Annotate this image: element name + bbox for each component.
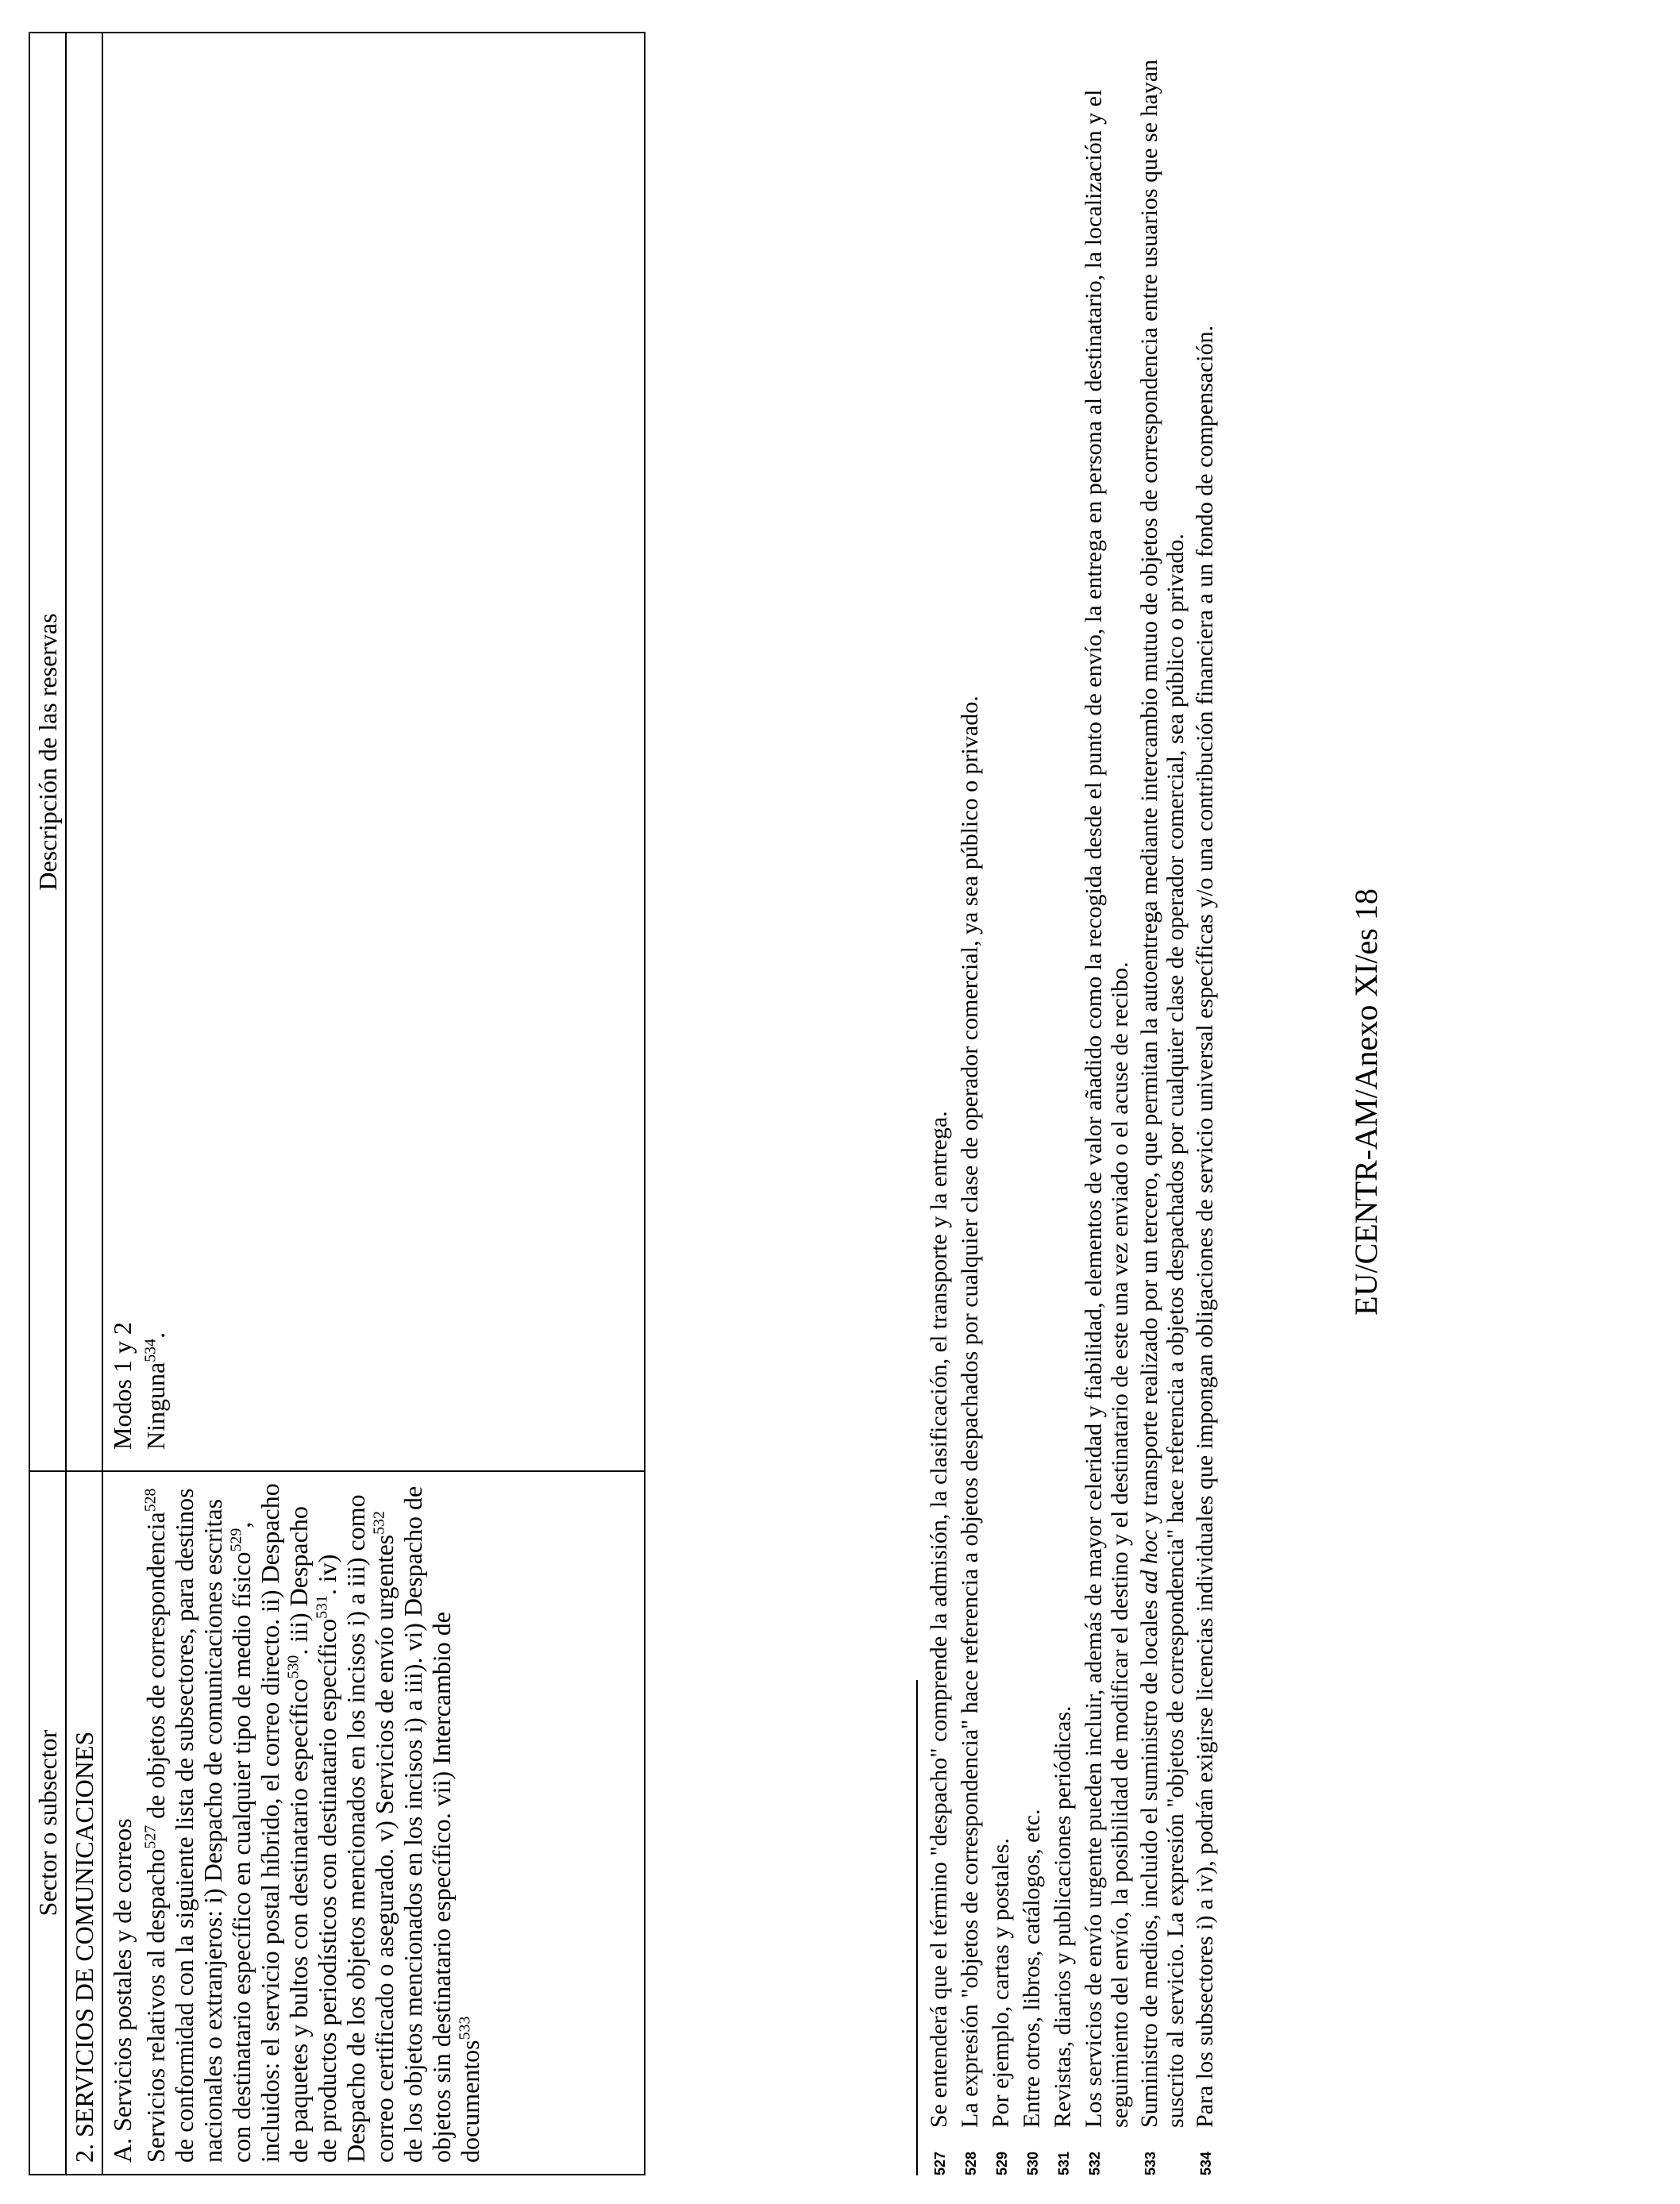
footnote-533: [1136, 48, 1189, 2175]
section-title-cell: [66, 1471, 102, 2175]
section-row: [66, 33, 102, 2175]
table-row: [102, 33, 645, 2175]
footnote-ref[interactable]: 533: [456, 2016, 474, 2040]
footnote-527: [926, 48, 954, 2175]
footnote-ref[interactable]: 531: [313, 1595, 331, 1619]
footnote-ref[interactable]: 528: [141, 1488, 160, 1512]
subsector-title: A. Servicios postales y de correos: [108, 1818, 137, 2163]
footnote-number: 533: [1142, 2151, 1158, 2175]
footnote-number: 532: [1087, 2151, 1103, 2175]
footnote-number: 531: [1056, 2151, 1072, 2175]
footnote-529: [988, 48, 1015, 2175]
footnote-number: 530: [1025, 2151, 1041, 2175]
footnotes: [926, 48, 1223, 2175]
footnote-530: [1019, 48, 1046, 2175]
footnote-text: Entre otros, libros, catálogos, etc.: [1019, 1809, 1045, 2128]
footnote-ref[interactable]: 534: [141, 1339, 160, 1362]
footnote-text: Para los subsectores i) a iv), podrán exigirse licencias individuales que impongan obligaciones de servicio universal específicas y/o una contribución financiera a un fondo de compensación.: [1192, 325, 1218, 2128]
subsector-description: Servicios relativos al despacho$^{527}$ de objetos de correspondencia$^{528}$ de conformidad con la siguiente lista de subsectores, para destinos nacionales o extranjeros: i) Despacho de comunicaciones escritas con destinatario específico en cualquier tipo de medio físico$^{529}$, incluidos: el servicio postal híbrido, el correo directo. ii) Despacho de paquetes y bultos con destinatario específico$^{530}$. iii) Despacho de productos periodísticos con destinatario específico$^{531}$. iv) Despacho de los objetos mencionados en los incisos i) a iii) como correo certificado o asegurado. v) Servicios de envío urgentes$^{532}$ de los objetos mencionados en los incisos i) a iii). vi) Despacho de objetos sin destinatario específico. vii) Intercambio de documentos$^{533}$: [141, 1483, 484, 2163]
column-header-sector: Sector o subsector: [29, 1471, 66, 2175]
subsector-cell: [102, 1471, 645, 2175]
footnote-text: La expresión "objetos de correspondencia" hace referencia a objetos despachados por cualquier clase de operador comercial, ya sea público o privado.: [957, 695, 983, 2128]
footnote-ref[interactable]: 527: [141, 1824, 160, 1849]
footnote-text: Suministro de medios, incluido el suministro de locales ad hoc y transporte realizado por un tercero, que permitan la autoentrega mediante intercambio mutuo de objetos de correspondencia entre usuarios que se hayan suscrito al servicio. La expresión "objetos de correspondencia" hace referencia a objetos despachados por cualquier clase de operador comercial, sea público o privado.: [1136, 59, 1189, 2128]
footnote-number: 527: [932, 2151, 948, 2175]
footnote-text: Revistas, diarios y publicaciones periódicas.: [1050, 1705, 1076, 2128]
footnote-ref[interactable]: 529: [227, 1528, 245, 1552]
footnote-text: Se entenderá que el término "despacho" comprende la admisión, la clasificación, el transporte y la entrega.: [926, 1111, 952, 2128]
footnote-separator: [916, 1680, 918, 2175]
reservation-text: Ninguna$^{534}$.: [141, 1332, 170, 1450]
table-header-row: [29, 33, 66, 2175]
footnote-532: [1081, 48, 1133, 2175]
footnote-ref[interactable]: 530: [284, 1655, 302, 1679]
reservations-table: [29, 32, 645, 2175]
modes-text: Modos 1 y 2: [108, 1322, 137, 1450]
footnote-528: [957, 48, 984, 2175]
footnote-ref[interactable]: 532: [370, 1511, 388, 1535]
footnote-number: 529: [994, 2151, 1010, 2175]
footnote-text: Por ejemplo, cartas y postales.: [988, 1838, 1014, 2128]
footnote-531: [1050, 48, 1077, 2175]
italic-term: ad hoc: [1136, 1529, 1162, 1594]
footnote-number: 528: [963, 2151, 979, 2175]
footnote-number: 534: [1198, 2151, 1214, 2175]
description-cell: [102, 33, 645, 1471]
page-footer: EU/CENTR-AM/Anexo XI/es 18: [1348, 888, 1384, 1316]
section-title: 2. SERVICIOS DE COMUNICACIONES: [70, 1731, 98, 2163]
column-header-description: Descripción de las reservas: [29, 33, 66, 1471]
footnote-534: [1192, 48, 1220, 2175]
section-empty-cell: [66, 33, 102, 1471]
footnote-text: Los servicios de envío urgente pueden incluir, además de mayor celeridad y fiabilidad, elementos de valor añadido como la recogida desde el punto de envío, la entrega en persona al destinatario, la localización y el seguimiento del envío, la posibilidad de modificar el destino y el destinatario de este una vez enviado o el acuse de recibo.: [1081, 89, 1133, 2128]
